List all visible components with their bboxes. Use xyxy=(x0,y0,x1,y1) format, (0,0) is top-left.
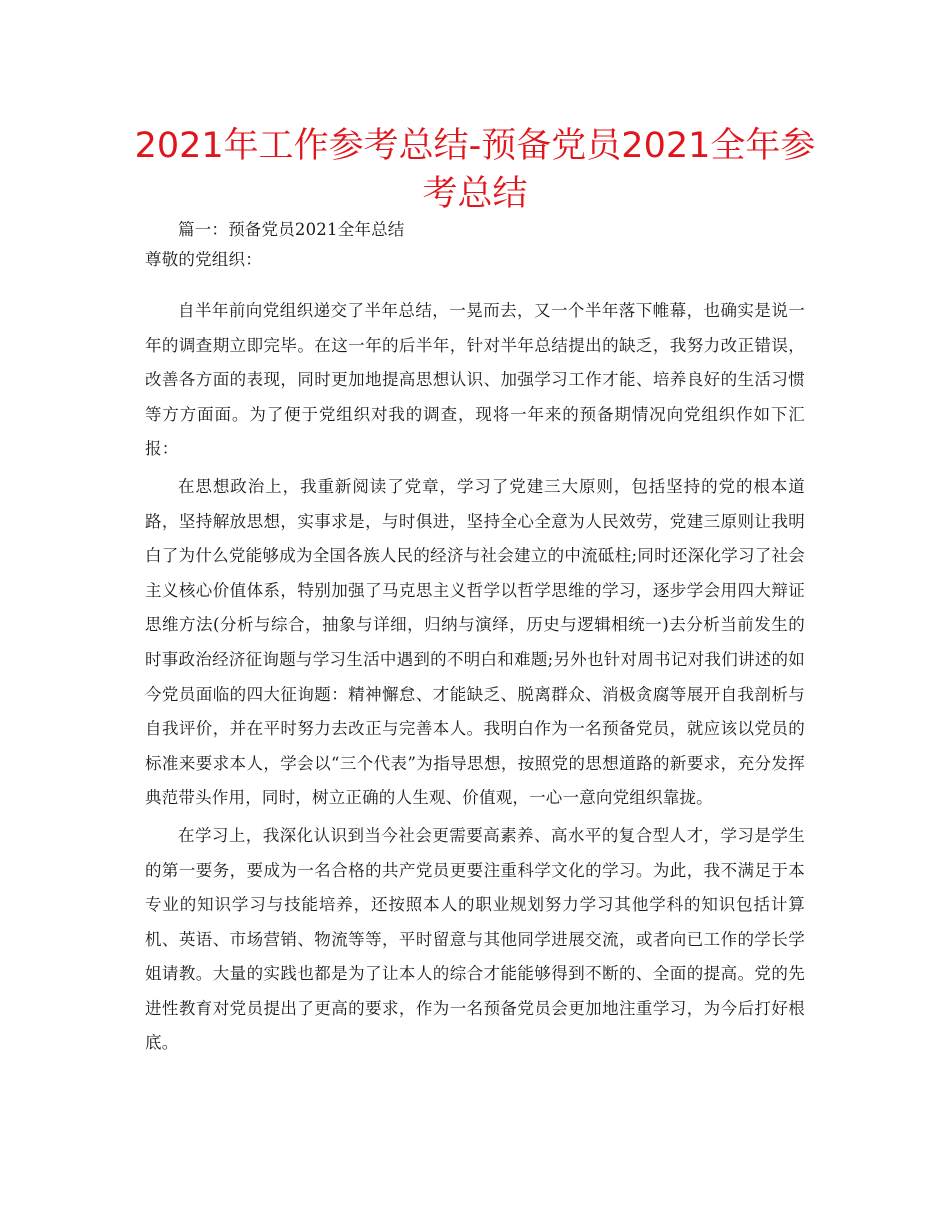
paragraph-intro: 自半年前向党组织递交了半年总结，一晃而去，又一个半年落下帷幕，也确实是说一年的调查期立即完毕。在这一年的后半年，针对半年总结提出的缺乏，我努力改正错误，改善各方面的表现，同时更加地提高思想认识、加强学习工作才能、培养良好的生活习惯等方方面面。为了便于党组织对我的调查，现将一年来的预备期情况向党组织作如下汇报： xyxy=(145,301,805,459)
paragraph-political-thought: 在思想政治上，我重新阅读了党章，学习了党建三大原则，包括坚持的党的根本道路，坚持解放思想，实事求是，与时俱进，坚持全心全意为人民效劳，党建三原则让我明白了为什么党能够成为全国各族人民的经济与社会建立的中流砥柱;同时还深化学习了社会主义核心价值体系，特别加强了马克思主义哲学以哲学思维的学习，逐步学会用四大辩证思维方法(分析与综合，抽象与详细，归纳与演绎，历史与逻辑相统一)去分析当前发生的时事政治经济征询题与学习生活中遇到的不明白和难题;另外也针对周书记对我们讲述的如今党员面临的四大征询题：精神懈怠、才能缺乏、脱离群众、消极贪腐等展开自我剖析与自我评价，并在平时努力去改正与完善本人。我明白作为一名预备党员，就应该以党员的标准来要求本人，学会以“三个代表”为指导思想，按照党的思想道路的新要求，充分发挥典范带头作用，同时，树立正确的人生观、价值观，一心一意向党组织靠拢。 xyxy=(145,476,805,808)
document-title: 2021年工作参考总结-预备党员2021全年参考总结 xyxy=(134,126,816,214)
section-subheading: 篇一：预备党员2021全年总结 xyxy=(178,220,405,239)
document-body xyxy=(145,217,805,1064)
paragraph-study: 在学习上，我深化认识到当今社会更需要高素养、高水平的复合型人才，学习是学生的第一要务，要成为一名合格的共产党员更要注重科学文化的学习。为此，我不满足于本专业的知识学习与技能培养，还按照本人的职业规划努力学习其他学科的知识包括计算机、英语、市场营销、物流等等，平时留意与其他同学进展交流，或者向已工作的学长学姐请教。大量的实践也都是为了让本人的综合才能能够得到不断的、全面的提高。党的先进性教育对党员提出了更高的要求，作为一名预备党员会更加地注重学习，为今后打好根底。 xyxy=(145,825,805,1053)
salutation: 尊敬的党组织： xyxy=(145,250,262,269)
